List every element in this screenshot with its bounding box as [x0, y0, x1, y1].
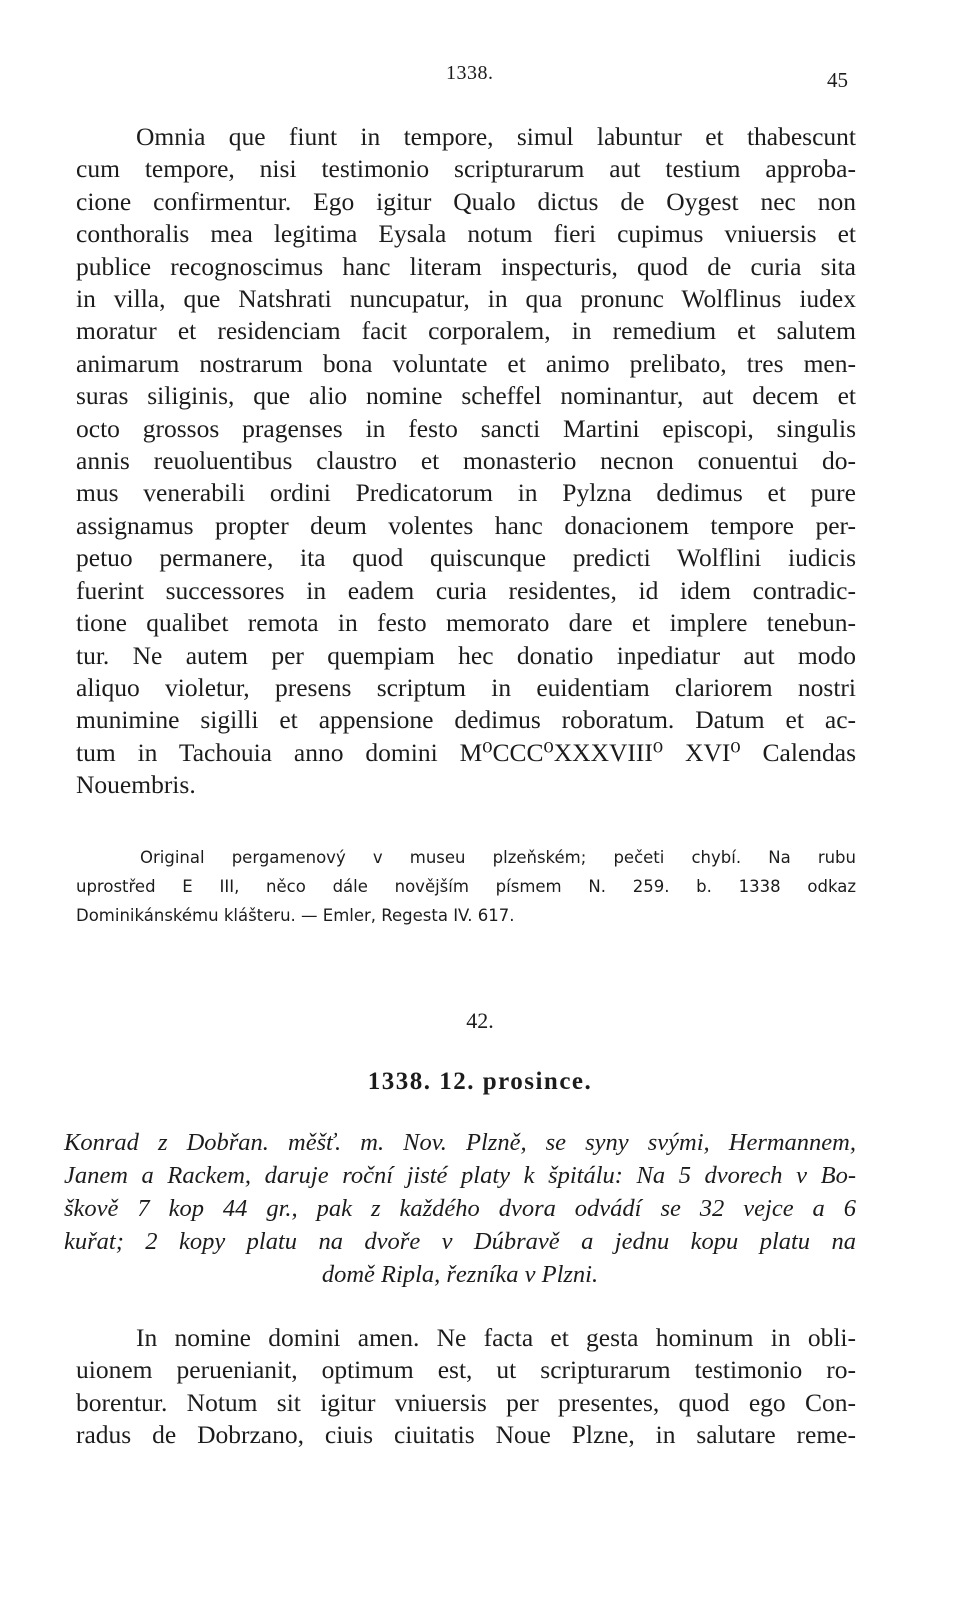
text-line: assignamus propter deum volentes hanc donacionem tempore per-	[76, 510, 856, 540]
text-line: in villa, que Natshrati nuncupatur, in qua pronunc Wolflinus iudex	[76, 284, 856, 314]
charter-text-2	[76, 1322, 856, 1452]
note-line: Dominikánskému klášteru. — Emler, Regesta IV. 617.	[76, 906, 515, 925]
note-line: uprostřed E III, něco dále novějším písmem N. 259. b. 1338 odkaz	[76, 877, 856, 896]
text-line: petuo permanere, ita quod quiscunque predicti Wolflini iudicis	[76, 543, 856, 573]
text-line: conthoralis mea legitima Eysala notum fieri cupimus vniuersis et	[76, 219, 856, 249]
running-head-year: 1338.	[446, 62, 494, 84]
note-line: Original pergamenový v museu plzeňském; pečeti chybí. Na rubu	[140, 848, 856, 867]
text-line: tum in Tachouia anno domini M⁰CCC⁰XXXVIII⁰ XVI⁰ Calendas	[76, 737, 856, 767]
text-line: In nomine domini amen. Ne facta et gesta hominum in obli-	[136, 1323, 856, 1352]
text-line: publice recognoscimus hanc literam inspecturis, quod de curia sita	[76, 251, 856, 281]
text-line: annis reuoluentibus claustro et monasterio necnon conuentui do-	[76, 446, 856, 476]
text-line: aliquo violetur, presens scriptum in euidentiam clariorem nostri	[76, 672, 856, 702]
document-date-heading: 1338. 12. prosince.	[367, 1068, 593, 1095]
text-line: cione confirmentur. Ego igitur Qualo dictus de Oygest nec non	[76, 186, 856, 216]
text-line: octo grossos pragenses in festo sancti Martini episcopi, singulis	[76, 413, 856, 443]
text-line: Omnia que fiunt in tempore, simul labuntur et thabescunt	[136, 122, 856, 151]
charter-text	[76, 121, 856, 802]
regest-summary	[64, 1126, 856, 1291]
regest-line: kuřat; 2 kopy platu na dvoře v Dúbravě a jednu kopu platu na	[64, 1228, 856, 1255]
text-line: fuerint successores in eadem curia residentes, id idem contradic-	[76, 575, 856, 605]
text-line: animarum nostrarum bona voluntate et animo prelibato, tres men-	[76, 348, 856, 378]
page-header	[0, 62, 960, 92]
text-line: radus de Dobrzano, ciuis ciuitatis Noue Plzne, in salutare reme-	[76, 1420, 856, 1450]
text-line: cum tempore, nisi testimonio scripturarum aut testium approba-	[76, 154, 856, 184]
text-line: munimine sigilli et appensione dedimus roboratum. Datum et ac-	[76, 705, 856, 735]
text-line: Nouembris.	[76, 770, 196, 800]
regest-line: Janem a Rackem, daruje roční jisté platy k špitálu: Na 5 dvorech v Bo-	[64, 1162, 856, 1189]
regest-line: Konrad z Dobřan. měšť. m. Nov. Plzně, se syny svými, Hermannem,	[64, 1129, 856, 1156]
text-line: moratur et residenciam facit corporalem, in remedium et salutem	[76, 316, 856, 346]
text-line: uionem peruenianit, optimum est, ut scripturarum testimonio ro-	[76, 1355, 856, 1385]
text-line: borentur. Notum sit igitur vniuersis per presentes, quod ego Con-	[76, 1387, 856, 1417]
text-line: suras siliginis, que alio nomine scheffel nominantur, aut decem et	[76, 381, 856, 411]
page-number: 45	[827, 68, 848, 92]
text-line: tur. Ne autem per quempiam hec donatio inpediatur aut modo	[76, 640, 856, 670]
document-number: 42.	[466, 1008, 494, 1033]
text-line: tione qualibet remota in festo memorato dare et implere tenebun-	[76, 608, 856, 638]
text-line: mus venerabili ordini Predicatorum in Pylzna dedimus et pure	[76, 478, 856, 508]
regest-line: domě Ripla, řezníka v Plzni.	[321, 1261, 599, 1288]
source-note	[76, 843, 856, 930]
regest-line: škově 7 kop 44 gr., pak z každého dvora odvádí se 32 vejce a 6	[64, 1195, 856, 1222]
